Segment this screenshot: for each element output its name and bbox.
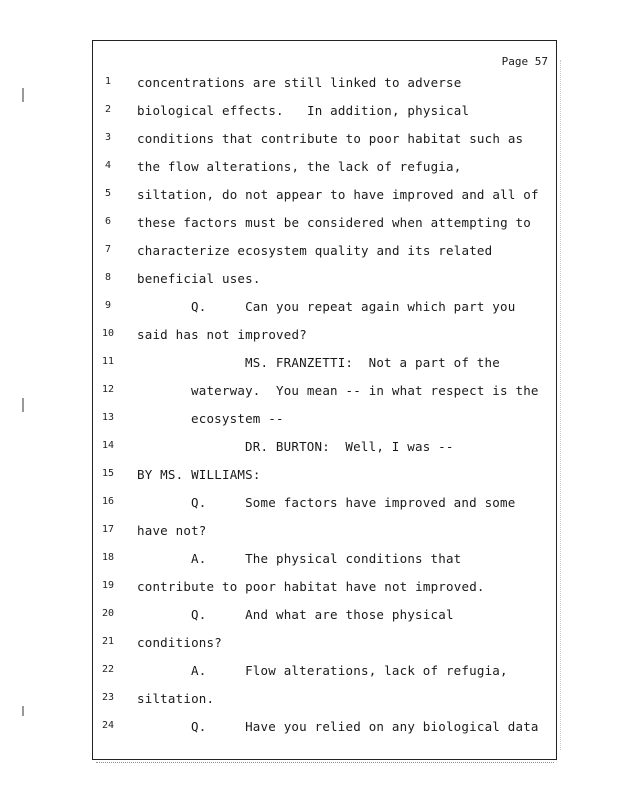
line-number: 6: [104, 216, 112, 227]
transcript-line: beneficial uses.: [137, 271, 261, 286]
line-number: 5: [104, 188, 112, 199]
scan-mark: [22, 398, 24, 412]
line-number: 16: [101, 496, 115, 507]
line-number: 24: [101, 720, 115, 731]
line-number: 4: [104, 160, 112, 171]
scan-mark: [22, 88, 24, 102]
transcript-line: waterway. You mean -- in what respect is the: [191, 383, 539, 398]
transcript-line: have not?: [137, 523, 207, 538]
transcript-line: these factors must be considered when attempting to: [137, 215, 532, 230]
transcript-line: BY MS. WILLIAMS:: [137, 467, 261, 482]
transcript-line: characterize ecosystem quality and its related: [137, 243, 493, 258]
transcript-line: siltation, do not appear to have improved and all of: [137, 187, 539, 202]
transcript-line: Q. And what are those physical: [191, 607, 454, 622]
line-number: 20: [101, 608, 115, 619]
line-number: 10: [101, 328, 115, 339]
line-number: 18: [101, 552, 115, 563]
line-number: 1: [104, 76, 112, 87]
transcript-line: A. Flow alterations, lack of refugia,: [191, 663, 508, 678]
line-number: 3: [104, 132, 112, 143]
page-number: Page 57: [501, 55, 548, 68]
transcript-line: ecosystem --: [191, 411, 284, 426]
line-number: 17: [101, 524, 115, 535]
transcript-line: the flow alterations, the lack of refugia,: [137, 159, 462, 174]
line-number: 13: [101, 412, 115, 423]
transcript-line: MS. FRANZETTI: Not a part of the: [245, 355, 500, 370]
line-number: 14: [101, 440, 115, 451]
transcript-line: Q. Can you repeat again which part you: [191, 299, 516, 314]
transcript-line: siltation.: [137, 691, 215, 706]
line-number: 8: [104, 272, 112, 283]
line-number: 2: [104, 104, 112, 115]
line-number: 9: [104, 300, 112, 311]
transcript-line: biological effects. In addition, physical: [137, 103, 470, 118]
footer-rule: [96, 762, 554, 769]
transcript-line: contribute to poor habitat have not improved.: [137, 579, 485, 594]
transcript-line: Q. Some factors have improved and some: [191, 495, 516, 510]
scan-edge-dots: [560, 60, 563, 750]
line-number: 11: [101, 356, 115, 367]
line-number: 15: [101, 468, 115, 479]
line-number: 22: [101, 664, 115, 675]
scan-mark: [22, 706, 24, 716]
line-number: 23: [101, 692, 115, 703]
transcript-line: DR. BURTON: Well, I was --: [245, 439, 454, 454]
line-number: 12: [101, 384, 115, 395]
transcript-line: said has not improved?: [137, 327, 307, 342]
transcript-line: A. The physical conditions that: [191, 551, 462, 566]
transcript-line: Q. Have you relied on any biological data: [191, 719, 539, 734]
line-number: 19: [101, 580, 115, 591]
transcript-line: conditions that contribute to poor habitat such as: [137, 131, 524, 146]
line-number: 21: [101, 636, 115, 647]
line-number: 7: [104, 244, 112, 255]
transcript-line: conditions?: [137, 635, 222, 650]
transcript-line: concentrations are still linked to adverse: [137, 75, 462, 90]
page-border: [92, 40, 557, 760]
